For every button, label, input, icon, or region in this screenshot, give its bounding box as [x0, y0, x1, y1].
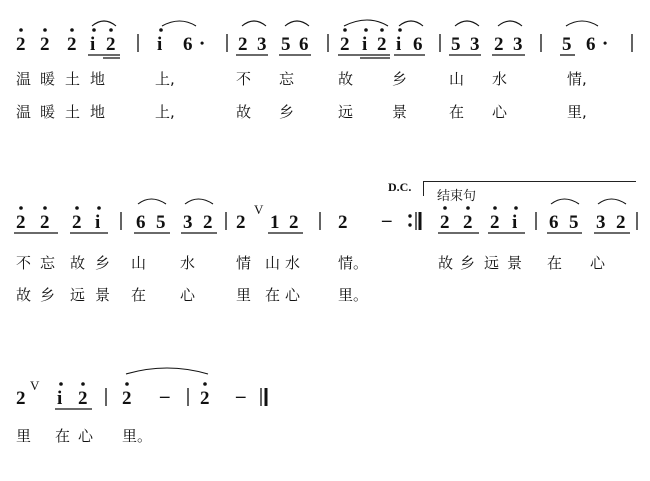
lyric: 水: [180, 254, 196, 272]
note: 3: [470, 34, 480, 55]
lyric: 乡: [95, 254, 111, 272]
lyric: 心: [78, 427, 94, 445]
lyric: 在: [131, 286, 147, 304]
note: 3: [183, 212, 193, 233]
lyric: 景: [507, 254, 523, 272]
lyrics-line-3: [0, 425, 650, 447]
slurs: [92, 20, 598, 26]
lyric: 乡: [40, 286, 56, 304]
note: 2: [463, 212, 473, 233]
note: 2: [238, 34, 248, 55]
note: 5: [451, 34, 461, 55]
note: 2: [236, 212, 246, 233]
lyric: 水: [285, 254, 301, 272]
note: i: [362, 34, 368, 55]
note: i: [396, 34, 402, 55]
note: 2: [16, 388, 26, 409]
lyrics-line-2-verse-1: [0, 252, 650, 274]
lyric: 故: [338, 70, 354, 88]
lyric: 景: [392, 103, 408, 121]
lyric: 故: [438, 254, 454, 272]
note: 6: [183, 34, 193, 55]
notation-line-1: [0, 16, 650, 66]
lyric: 远: [484, 254, 500, 272]
bar-lines: [121, 212, 637, 230]
staff-line-1: [0, 16, 650, 66]
lyric: 里,: [567, 103, 587, 121]
slurs: [126, 368, 208, 374]
lyric: 远: [338, 103, 354, 121]
staff-line-3: [0, 370, 650, 420]
lyric: 故: [16, 286, 32, 304]
note: i: [90, 34, 96, 55]
note: 2: [200, 388, 210, 409]
breath-mark: V: [254, 202, 264, 217]
lyric: 心: [590, 254, 606, 272]
note: i: [95, 212, 101, 233]
notation-line-2: [0, 194, 650, 244]
note: 2: [40, 212, 50, 233]
da-capo-mark: D.C.: [388, 180, 412, 194]
lyric: 里: [16, 427, 32, 445]
note: 2: [72, 212, 82, 233]
note: 2: [440, 212, 450, 233]
lyric: 温: [16, 103, 32, 121]
lyric: 故: [70, 254, 86, 272]
beams: [88, 55, 575, 58]
dash: –: [382, 210, 392, 231]
lyric: 水: [492, 70, 508, 88]
note: 2: [106, 34, 116, 55]
note: 2: [16, 34, 26, 55]
dot: •: [200, 36, 205, 50]
lyrics-line-1-verse-1: [0, 68, 650, 90]
lyric: 暖: [40, 70, 56, 88]
note: 6: [549, 212, 559, 233]
note: 1: [270, 212, 280, 233]
note: 5: [281, 34, 291, 55]
lyric: 在: [449, 103, 465, 121]
lyric: 情: [236, 254, 252, 272]
note: 2: [40, 34, 50, 55]
lyric: 心: [285, 286, 301, 304]
note: 2: [338, 212, 348, 233]
note: 2: [490, 212, 500, 233]
lyric: 远: [70, 286, 86, 304]
lyric: 乡: [460, 254, 476, 272]
lyric: 上,: [155, 70, 175, 88]
note: 6: [299, 34, 309, 55]
lyrics-line-2-verse-2: [0, 284, 650, 306]
lyric: 土: [65, 70, 81, 88]
dot: •: [603, 36, 608, 50]
lyric: 乡: [392, 70, 408, 88]
coda-label: 结束句: [437, 189, 477, 204]
note: 2: [377, 34, 387, 55]
note: i: [512, 212, 518, 233]
lyric: 地: [90, 70, 106, 88]
octave-dots: [19, 28, 402, 32]
lyric: 不: [16, 254, 32, 272]
octave-dots: [19, 206, 518, 210]
note: 2: [494, 34, 504, 55]
note: 2: [203, 212, 213, 233]
lyric: 忘: [40, 254, 56, 272]
lyric: 温: [16, 70, 32, 88]
note: i: [157, 34, 163, 55]
dash: –: [160, 386, 170, 407]
note: i: [57, 388, 63, 409]
lyric: 故: [236, 103, 252, 121]
lyric: 情,: [567, 70, 587, 88]
lyric: 里。: [122, 427, 153, 445]
lyric: 土: [65, 103, 81, 121]
lyric: 在: [547, 254, 563, 272]
lyric: 地: [90, 103, 106, 121]
note: 2: [67, 34, 77, 55]
breath-mark: V: [30, 378, 40, 393]
note: 2: [122, 388, 132, 409]
lyric: 心: [492, 103, 508, 121]
lyric: 不: [236, 70, 252, 88]
lyrics-line-1-verse-2: [0, 101, 650, 123]
lyric: 里。: [338, 286, 369, 304]
lyric: 暖: [40, 103, 56, 121]
slurs: [138, 199, 626, 204]
note: 3: [596, 212, 606, 233]
note: 2: [289, 212, 299, 233]
lyric: 心: [180, 286, 196, 304]
repeat-dots: [408, 214, 411, 226]
lyric: 里: [236, 286, 252, 304]
note: 3: [257, 34, 267, 55]
note: 6: [413, 34, 423, 55]
note: 6: [586, 34, 596, 55]
octave-dots: [59, 382, 207, 386]
note: 2: [78, 388, 88, 409]
note: 5: [569, 212, 579, 233]
lyric: 在: [265, 286, 281, 304]
lyric: 景: [95, 286, 111, 304]
note: 5: [562, 34, 572, 55]
staff-line-2: [0, 194, 650, 244]
lyric: 山: [449, 70, 465, 88]
note: 6: [136, 212, 146, 233]
notation-line-3: [0, 370, 650, 420]
lyric: 乡: [279, 103, 295, 121]
dash: –: [236, 386, 246, 407]
note: 2: [616, 212, 626, 233]
lyric: 情。: [338, 254, 369, 272]
note: 2: [16, 212, 26, 233]
lyric: 山: [265, 254, 281, 272]
lyric: 山: [131, 254, 147, 272]
note: 5: [156, 212, 166, 233]
note: 3: [513, 34, 523, 55]
lyric: 在: [55, 427, 71, 445]
lyric: 忘: [279, 70, 295, 88]
note: 2: [340, 34, 350, 55]
lyric: 上,: [155, 103, 175, 121]
